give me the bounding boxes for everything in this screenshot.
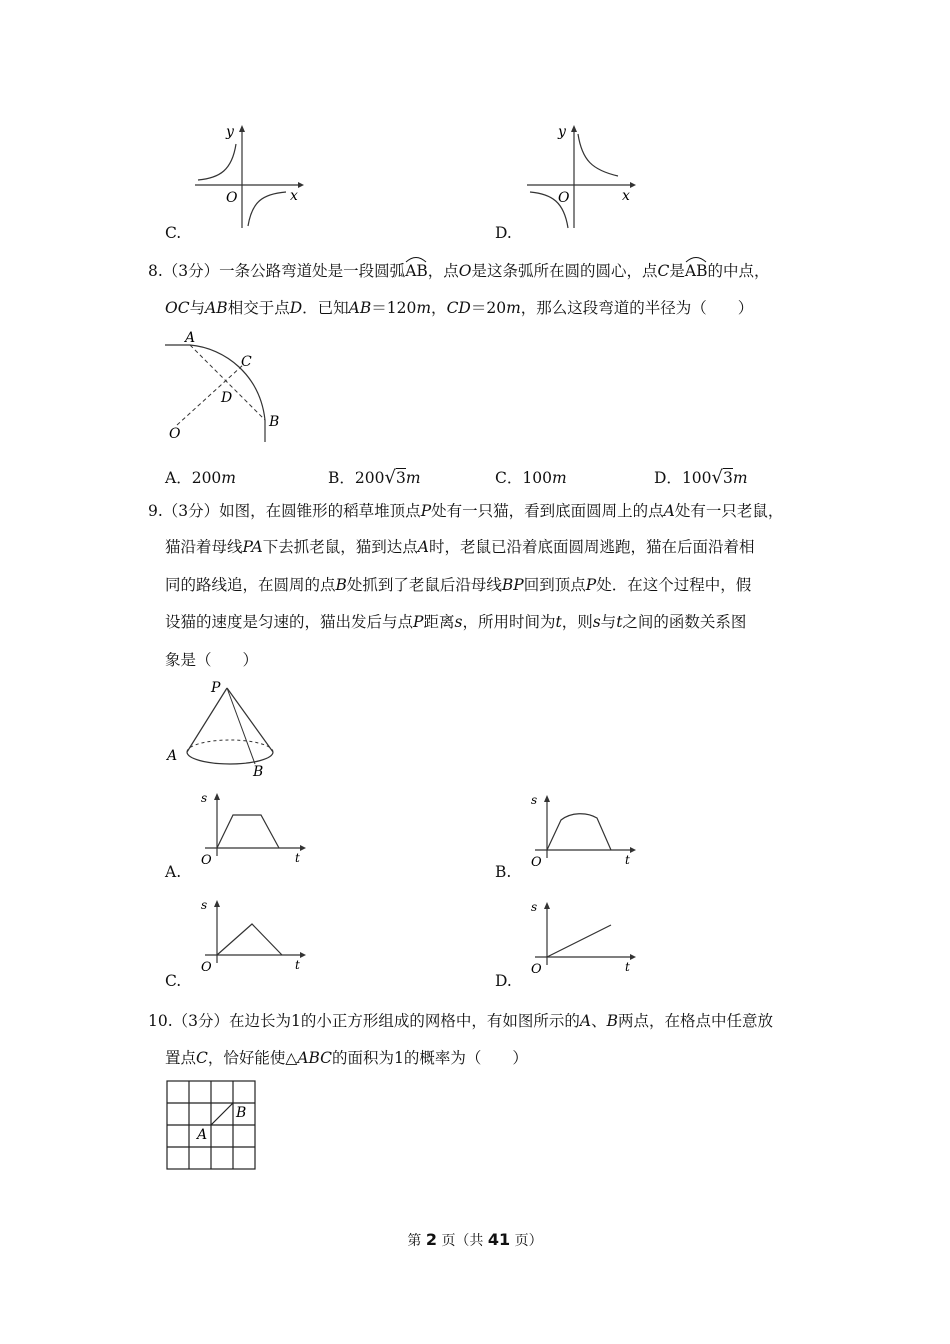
axis-s-label: s bbox=[531, 793, 538, 807]
question-9-line-3: 同的路线追，在圆周的点B处抓到了老鼠后沿母线BP回到顶点P处．在这个过程中，假 bbox=[165, 576, 752, 594]
axis-t-label: t bbox=[295, 958, 300, 972]
axis-y-label: y bbox=[558, 124, 566, 140]
axis-s-label: s bbox=[531, 900, 538, 914]
point-b-label: B bbox=[269, 414, 280, 430]
page-total: 41 bbox=[487, 1230, 511, 1249]
option-c-label: C. bbox=[165, 224, 182, 242]
point-a-label: A bbox=[185, 330, 196, 346]
origin-label: O bbox=[558, 190, 570, 206]
arc-ab: AB bbox=[405, 261, 428, 281]
cone-point-p: P bbox=[211, 680, 221, 696]
grid-figure bbox=[166, 1080, 258, 1172]
axis-x-label: x bbox=[290, 188, 298, 204]
axis-t-label: t bbox=[625, 960, 630, 974]
arc-symbol bbox=[685, 255, 707, 263]
graph-9-option-a bbox=[195, 788, 310, 868]
origin-label: O bbox=[226, 190, 238, 206]
question-9-line-2: 猫沿着母线PA下去抓老鼠，猫到达点A时，老鼠已沿着底面圆周逃跑，猫在后面沿着相 bbox=[165, 538, 755, 556]
question-9-option-d[interactable]: D. bbox=[495, 972, 512, 990]
graph-9-option-b bbox=[525, 790, 640, 870]
point-d-label: D bbox=[221, 390, 233, 406]
graph-9-option-d bbox=[525, 897, 640, 977]
question-8-option-a[interactable]: A．200m bbox=[165, 469, 236, 487]
question-8-option-c[interactable]: C．100m bbox=[495, 469, 567, 487]
cone-figure bbox=[165, 680, 285, 780]
axis-t-label: t bbox=[625, 853, 630, 867]
arc-symbol bbox=[405, 255, 427, 263]
cone-point-b: B bbox=[253, 764, 264, 780]
sqrt-sign: √ bbox=[711, 467, 724, 488]
page-number: 2 bbox=[425, 1230, 437, 1249]
question-9-option-b[interactable]: B. bbox=[495, 863, 512, 881]
origin-label: O bbox=[531, 855, 542, 870]
question-9-line-5: 象是（ ） bbox=[165, 651, 259, 669]
question-8-line-2: OC与AB相交于点D．已知AB＝120m，CD＝20m，那么这段弯道的半径为（ ） bbox=[165, 299, 754, 317]
question-10-line-2: 置点C，恰好能使△ABC的面积为1的概率为（ ） bbox=[165, 1049, 528, 1067]
grid-point-b: B bbox=[236, 1105, 247, 1121]
point-c-label: C bbox=[241, 354, 252, 370]
axis-y-label: y bbox=[226, 124, 234, 140]
question-8-line-1: 8.（3分）一条公路弯道处是一段圆弧 AB，点O是这条弧所在圆的圆心，点C是 AB的中点， bbox=[148, 261, 770, 281]
question-8-option-b[interactable]: B．200√3m bbox=[328, 467, 421, 488]
road-arc-figure bbox=[165, 330, 290, 445]
sqrt-sign: √ bbox=[384, 467, 396, 488]
question-9-line-1: 9.（3分）如图，在圆锥形的稻草堆顶点P处有一只猫，看到底面圆周上的点A处有一只老鼠， bbox=[148, 502, 784, 520]
arc-ab: AB bbox=[685, 261, 708, 281]
graph-9-option-c bbox=[195, 895, 310, 975]
question-8-option-d[interactable]: D．100√3m bbox=[654, 467, 748, 488]
question-9-option-c[interactable]: C. bbox=[165, 972, 182, 990]
question-9-option-a[interactable]: A. bbox=[165, 863, 182, 881]
option-d-label: D. bbox=[495, 224, 512, 242]
axis-x-label: x bbox=[622, 188, 630, 204]
axis-s-label: s bbox=[201, 898, 208, 912]
origin-label: O bbox=[201, 960, 212, 975]
page-footer: 第 2 页（共 41 页） bbox=[407, 1230, 543, 1249]
cone-point-a: A bbox=[167, 748, 178, 764]
origin-label: O bbox=[531, 962, 542, 977]
question-10-line-1: 10.（3分）在边长为1的小正方形组成的网格中，有如图所示的A、B两点，在格点中任意放 bbox=[148, 1012, 774, 1030]
axis-s-label: s bbox=[201, 791, 208, 805]
question-9-line-4: 设猫的速度是匀速的，猫出发后与点P距离s，所用时间为t，则s与t之间的函数关系图 bbox=[165, 613, 747, 631]
graph-option-d bbox=[522, 120, 642, 210]
axis-t-label: t bbox=[295, 851, 300, 865]
point-o-label: O bbox=[169, 426, 181, 442]
grid-point-a: A bbox=[197, 1127, 208, 1143]
origin-label: O bbox=[201, 853, 212, 868]
graph-option-c bbox=[190, 120, 310, 210]
